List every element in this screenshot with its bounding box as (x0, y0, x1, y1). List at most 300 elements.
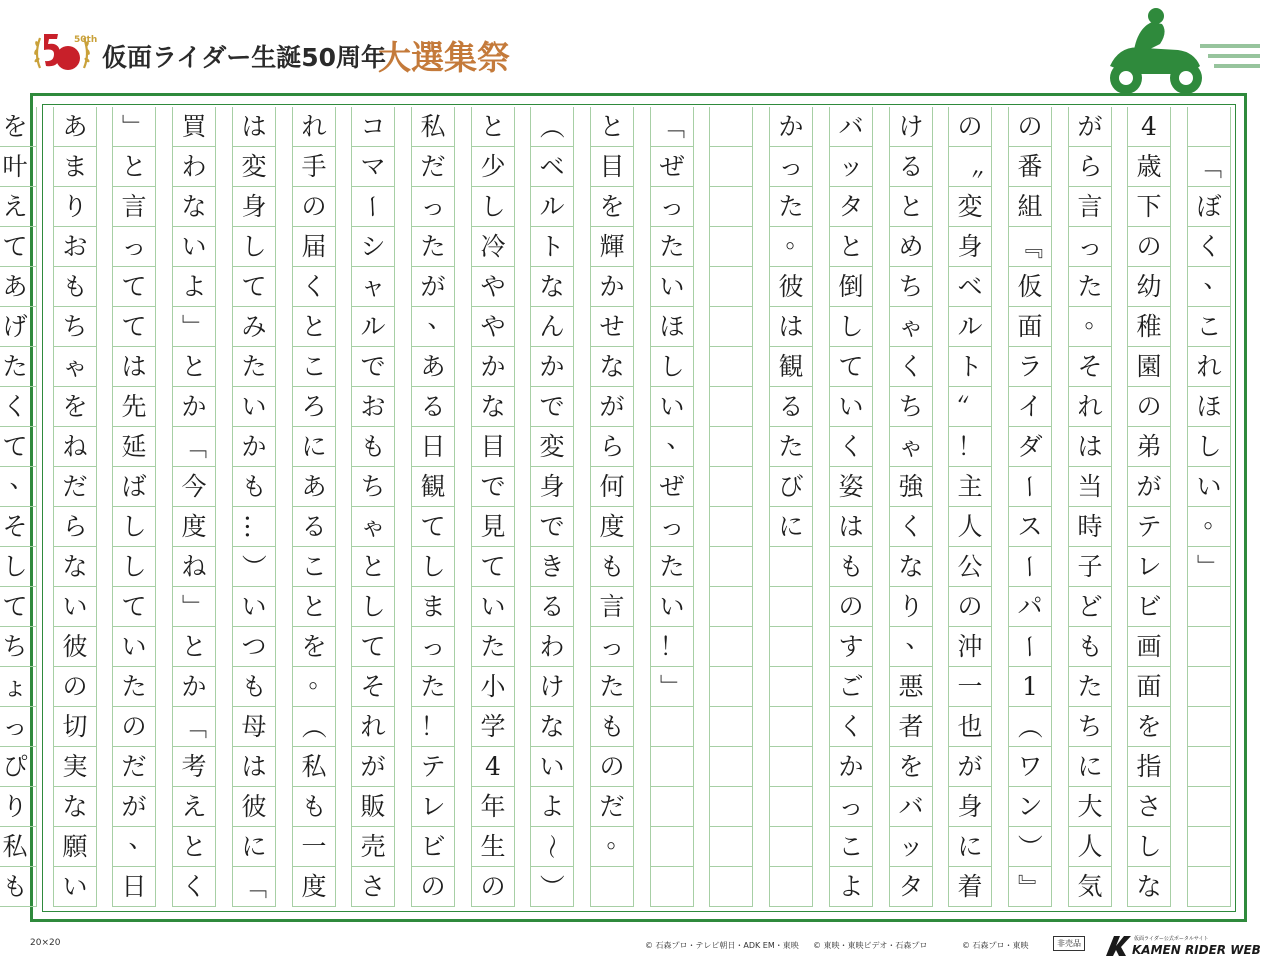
manuscript-cell: い (54, 587, 96, 627)
manuscript-cell: で (352, 347, 394, 387)
manuscript-cell: 彼 (54, 627, 96, 667)
manuscript-column (650, 107, 694, 907)
manuscript-cell: 買 (173, 107, 215, 147)
manuscript-cell: 面 (1128, 667, 1170, 707)
manuscript-cell (710, 467, 752, 507)
manuscript-cell: っ (770, 147, 812, 187)
manuscript-cell: だ (591, 787, 633, 827)
manuscript-cell: 画 (1128, 627, 1170, 667)
manuscript-cell: な (890, 547, 932, 587)
manuscript-cell: あ (0, 267, 36, 307)
manuscript-cell: と (472, 107, 514, 147)
manuscript-cell (1188, 787, 1230, 827)
manuscript-cell: 番 (1009, 147, 1051, 187)
manuscript-cell: わ (173, 147, 215, 187)
manuscript-cell: も (830, 547, 872, 587)
manuscript-cell: よ (173, 267, 215, 307)
manuscript-column (530, 107, 574, 907)
manuscript-cell: 観 (412, 467, 454, 507)
manuscript-cell: え (173, 787, 215, 827)
manuscript-cell: ら (591, 427, 633, 467)
manuscript-cell: ち (890, 387, 932, 427)
manuscript-cell (770, 627, 812, 667)
manuscript-cell (710, 147, 752, 187)
manuscript-cell (770, 867, 812, 907)
manuscript-cell: 実 (54, 747, 96, 787)
manuscript-cell: か (233, 427, 275, 467)
manuscript-cell: の (949, 107, 991, 147)
manuscript-cell: も (1069, 627, 1111, 667)
manuscript-cell: ン (1009, 787, 1051, 827)
manuscript-cell: や (472, 267, 514, 307)
manuscript-cell: を (0, 107, 36, 147)
manuscript-cell: ぼ (1188, 187, 1230, 227)
grid-size-label: 20×20 (30, 938, 61, 948)
manuscript-cell: て (113, 267, 155, 307)
manuscript-column (292, 107, 336, 907)
manuscript-cell: を (54, 387, 96, 427)
manuscript-cell: 先 (113, 387, 155, 427)
manuscript-cell: り (54, 187, 96, 227)
manuscript-cell: な (472, 387, 514, 427)
manuscript-cell: だ (54, 467, 96, 507)
manuscript-cell (651, 827, 693, 867)
manuscript-cell: 変 (949, 187, 991, 227)
svg-text:KAMEN RIDER WEB: KAMEN RIDER WEB (1132, 943, 1261, 957)
manuscript-cell: 大 (1069, 787, 1111, 827)
manuscript-cell: 度 (293, 867, 335, 907)
manuscript-cell: あ (293, 467, 335, 507)
manuscript-cell: か (173, 387, 215, 427)
manuscript-cell: 倒 (830, 267, 872, 307)
manuscript-cell: け (531, 667, 573, 707)
manuscript-cell: を (1128, 707, 1170, 747)
manuscript-cell: い (54, 867, 96, 907)
manuscript-column (0, 107, 37, 907)
manuscript-cell: 少 (472, 147, 514, 187)
manuscript-cell: 考 (173, 747, 215, 787)
manuscript-cell: 下 (1128, 187, 1170, 227)
manuscript-cell: り (890, 587, 932, 627)
manuscript-cell: と (173, 627, 215, 667)
manuscript-cell: つ (233, 627, 275, 667)
manuscript-cell (770, 547, 812, 587)
manuscript-cell (710, 347, 752, 387)
rider-motorcycle-icon (1090, 4, 1266, 100)
manuscript-cell: 冷 (472, 227, 514, 267)
manuscript-cell: ） (233, 547, 275, 587)
manuscript-cell: い (113, 627, 155, 667)
manuscript-cell: く (0, 387, 36, 427)
manuscript-cell: い (233, 587, 275, 627)
manuscript-cell: に (949, 827, 991, 867)
manuscript-cell (591, 867, 633, 907)
manuscript-cell: 気 (1069, 867, 1111, 907)
manuscript-cell: く (293, 267, 335, 307)
manuscript-cell: い (472, 587, 514, 627)
manuscript-cell: も (233, 467, 275, 507)
manuscript-cell: 一 (949, 667, 991, 707)
manuscript-cell (651, 747, 693, 787)
manuscript-cell: 私 (412, 107, 454, 147)
manuscript-cell: 園 (1128, 347, 1170, 387)
manuscript-cell: の (830, 587, 872, 627)
manuscript-cell: し (830, 307, 872, 347)
manuscript-cell: も (233, 667, 275, 707)
manuscript-cell: と (293, 307, 335, 347)
manuscript-cell: ル (531, 187, 573, 227)
manuscript-cell (710, 387, 752, 427)
manuscript-cell: ち (0, 627, 36, 667)
manuscript-cell (1188, 107, 1230, 147)
manuscript-cell: 言 (1069, 187, 1111, 227)
manuscript-cell: と (173, 347, 215, 387)
manuscript-cell (710, 227, 752, 267)
manuscript-cell: ー (1009, 627, 1051, 667)
manuscript-cell: た (113, 667, 155, 707)
manuscript-column (709, 107, 753, 907)
manuscript-cell: ） (1009, 827, 1051, 867)
manuscript-cell: そ (352, 667, 394, 707)
manuscript-cell: ル (352, 307, 394, 347)
manuscript-cell (710, 427, 752, 467)
manuscript-cell (1188, 667, 1230, 707)
manuscript-cell: て (472, 547, 514, 587)
manuscript-cell: て (0, 587, 36, 627)
manuscript-cell: の (949, 587, 991, 627)
manuscript-cell: レ (412, 787, 454, 827)
manuscript-cell: や (472, 307, 514, 347)
manuscript-cell (710, 307, 752, 347)
manuscript-cell: 身 (949, 227, 991, 267)
manuscript-cell: ろ (293, 387, 335, 427)
manuscript-cell: い (830, 387, 872, 427)
manuscript-cell: が (1128, 467, 1170, 507)
manuscript-cell: 当 (1069, 467, 1111, 507)
manuscript-cell: 届 (293, 227, 335, 267)
copyright-credit-3: © 石森プロ・東映 (962, 941, 1029, 950)
manuscript-cell (651, 707, 693, 747)
manuscript-cell (710, 827, 752, 867)
manuscript-column (1068, 107, 1112, 907)
manuscript-cell: 1 (1009, 667, 1051, 707)
manuscript-cell: て (113, 307, 155, 347)
manuscript-cell: ー (1009, 467, 1051, 507)
manuscript-cell: か (770, 107, 812, 147)
manuscript-cell: 〝 (949, 147, 991, 187)
manuscript-cell: ど (1069, 587, 1111, 627)
manuscript-cell: 見 (472, 507, 514, 547)
manuscript-cell: 弟 (1128, 427, 1170, 467)
manuscript-cell: で (531, 507, 573, 547)
manuscript-cell: ト (949, 347, 991, 387)
manuscript-column (411, 107, 455, 907)
manuscript-cell: ～ (531, 827, 573, 867)
manuscript-cell: き (531, 547, 573, 587)
manuscript-cell: ば (113, 467, 155, 507)
manuscript-cell: は (233, 107, 275, 147)
manuscript-cell: こ (293, 347, 335, 387)
manuscript-cell (710, 707, 752, 747)
manuscript-cell: る (770, 387, 812, 427)
manuscript-cell: ゃ (890, 427, 932, 467)
manuscript-cell: あ (54, 107, 96, 147)
manuscript-cell: 彼 (233, 787, 275, 827)
manuscript-cell: 目 (591, 147, 633, 187)
manuscript-cell: け (890, 107, 932, 147)
manuscript-cell: と (113, 147, 155, 187)
manuscript-cell: と (352, 547, 394, 587)
manuscript-cell: し (352, 587, 394, 627)
manuscript-cell: も (293, 787, 335, 827)
manuscript-cell: る (293, 507, 335, 547)
manuscript-cell: 何 (591, 467, 633, 507)
manuscript-cell: 身 (233, 187, 275, 227)
manuscript-cell: こ (830, 827, 872, 867)
manuscript-cell (710, 187, 752, 227)
manuscript-cell: 姿 (830, 467, 872, 507)
manuscript-cell: 」 (173, 587, 215, 627)
manuscript-cell: 目 (472, 427, 514, 467)
manuscript-cell: 、 (1188, 267, 1230, 307)
not-for-sale-badge: 非売品 (1053, 936, 1085, 951)
manuscript-cell: 。 (293, 667, 335, 707)
manuscript-cell: ラ (1009, 347, 1051, 387)
manuscript-cell: た (412, 667, 454, 707)
manuscript-cell: 指 (1128, 747, 1170, 787)
manuscript-cell: ま (54, 147, 96, 187)
manuscript-cell: も (352, 427, 394, 467)
manuscript-cell: イ (1009, 387, 1051, 427)
manuscript-cell: 仮 (1009, 267, 1051, 307)
manuscript-cell: た (770, 187, 812, 227)
manuscript-cell: ー (1009, 547, 1051, 587)
manuscript-cell: ル (949, 307, 991, 347)
manuscript-cell: ぜ (651, 147, 693, 187)
manuscript-cell: 手 (293, 147, 335, 187)
manuscript-cell: 叶 (0, 147, 36, 187)
manuscript-cell: ！ (412, 707, 454, 747)
manuscript-cell: の (293, 187, 335, 227)
manuscript-cell: 歳 (1128, 147, 1170, 187)
manuscript-cell: く (890, 347, 932, 387)
manuscript-cell: （ (293, 707, 335, 747)
manuscript-cell: ね (173, 547, 215, 587)
manuscript-cell: い (1188, 467, 1230, 507)
manuscript-cell: ち (890, 267, 932, 307)
manuscript-cell: 生 (472, 827, 514, 867)
manuscript-cell: と (890, 187, 932, 227)
manuscript-cell: ぴ (0, 747, 36, 787)
manuscript-cell: 「 (173, 707, 215, 747)
manuscript-cell: も (591, 707, 633, 747)
manuscript-cell: 「 (651, 107, 693, 147)
manuscript-cell: ！ (651, 627, 693, 667)
manuscript-cell: 悪 (890, 667, 932, 707)
manuscript-cell: て (352, 627, 394, 667)
manuscript-cell: 変 (531, 427, 573, 467)
manuscript-cell: ま (412, 587, 454, 627)
manuscript-column (829, 107, 873, 907)
manuscript-cell (710, 787, 752, 827)
manuscript-cell: し (651, 347, 693, 387)
manuscript-cell (710, 747, 752, 787)
manuscript-cell: っ (591, 627, 633, 667)
manuscript-cell: 学 (472, 707, 514, 747)
manuscript-cell: 4 (472, 747, 514, 787)
manuscript-column (471, 107, 515, 907)
manuscript-cell: ご (830, 667, 872, 707)
manuscript-cell: ぜ (651, 467, 693, 507)
manuscript-cell: 観 (770, 347, 812, 387)
manuscript-cell: の (54, 667, 96, 707)
manuscript-cell: く (1188, 227, 1230, 267)
manuscript-cell (770, 827, 812, 867)
manuscript-cell: に (233, 827, 275, 867)
manuscript-cell: な (531, 267, 573, 307)
manuscript-cell: の (1009, 107, 1051, 147)
manuscript-cell: シ (352, 227, 394, 267)
manuscript-cell: 願 (54, 827, 96, 867)
manuscript-cell: し (1188, 427, 1230, 467)
manuscript-cell (1188, 627, 1230, 667)
manuscript-cell: が (1069, 107, 1111, 147)
manuscript-cell: げ (0, 307, 36, 347)
manuscript-cell: 私 (0, 827, 36, 867)
manuscript-cell: っ (1069, 227, 1111, 267)
manuscript-cell: 小 (472, 667, 514, 707)
manuscript-cell: 彼 (770, 267, 812, 307)
manuscript-cell (651, 787, 693, 827)
manuscript-cell: ら (1069, 147, 1111, 187)
manuscript-cell: わ (531, 627, 573, 667)
manuscript-column (112, 107, 156, 907)
manuscript-cell: て (233, 267, 275, 307)
manuscript-cell: よ (531, 787, 573, 827)
manuscript-cell: た (233, 347, 275, 387)
manuscript-cell: を (293, 627, 335, 667)
manuscript-cell: る (412, 387, 454, 427)
manuscript-cell: い (651, 387, 693, 427)
manuscript-cell: 販 (352, 787, 394, 827)
manuscript-cell: 売 (352, 827, 394, 867)
manuscript-cell: ッ (890, 827, 932, 867)
manuscript-cell: 稚 (1128, 307, 1170, 347)
manuscript-cell (710, 507, 752, 547)
manuscript-cell: ね (54, 427, 96, 467)
manuscript-cell: っ (412, 187, 454, 227)
manuscript-cell: 」 (173, 307, 215, 347)
manuscript-cell: な (531, 707, 573, 747)
manuscript-cell: ！ (949, 427, 991, 467)
manuscript-column (53, 107, 97, 907)
manuscript-cell: 、 (412, 307, 454, 347)
manuscript-cell: 輝 (591, 227, 633, 267)
svg-text:仮面ライダー公式ポータルサイト: 仮面ライダー公式ポータルサイト (1134, 936, 1209, 942)
manuscript-column (1187, 107, 1231, 907)
manuscript-grid (2, 107, 1231, 907)
manuscript-cell: 日 (113, 867, 155, 907)
manuscript-cell: 面 (1009, 307, 1051, 347)
manuscript-cell: 『 (1009, 227, 1051, 267)
manuscript-cell (710, 667, 752, 707)
manuscript-cell: よ (830, 867, 872, 907)
manuscript-cell: た (1069, 267, 1111, 307)
manuscript-cell: た (651, 547, 693, 587)
manuscript-cell: 私 (293, 747, 335, 787)
manuscript-cell: 〟 (949, 387, 991, 427)
manuscript-cell: そ (0, 507, 36, 547)
manuscript-cell: ょ (0, 667, 36, 707)
manuscript-cell: か (472, 347, 514, 387)
manuscript-cell: が (591, 387, 633, 427)
manuscript-cell: せ (591, 307, 633, 347)
manuscript-cell: ッ (830, 147, 872, 187)
manuscript-cell: さ (352, 867, 394, 907)
manuscript-cell: な (1128, 867, 1170, 907)
header (0, 0, 1280, 92)
manuscript-column (948, 107, 992, 907)
manuscript-cell: 組 (1009, 187, 1051, 227)
manuscript-cell: 身 (949, 787, 991, 827)
manuscript-cell: ち (1069, 707, 1111, 747)
manuscript-cell: 主 (949, 467, 991, 507)
manuscript-cell (710, 587, 752, 627)
copyright-credit-1: © 石森プロ・テレビ朝日・ADK EM・東映 (645, 941, 799, 950)
manuscript-cell: っ (412, 627, 454, 667)
manuscript-cell: 、 (113, 827, 155, 867)
manuscript-cell: い (173, 227, 215, 267)
manuscript-cell: で (531, 387, 573, 427)
manuscript-cell: た (0, 347, 36, 387)
manuscript-cell: さ (1128, 787, 1170, 827)
manuscript-cell: バ (830, 107, 872, 147)
manuscript-cell: 度 (173, 507, 215, 547)
manuscript-cell: な (54, 787, 96, 827)
manuscript-cell: く (830, 427, 872, 467)
manuscript-cell: て (113, 587, 155, 627)
manuscript-cell: 者 (890, 707, 932, 747)
manuscript-cell: め (890, 227, 932, 267)
manuscript-cell: い (531, 747, 573, 787)
manuscript-cell (1188, 707, 1230, 747)
manuscript-cell: だ (412, 147, 454, 187)
manuscript-cell: タ (890, 867, 932, 907)
manuscript-cell: く (830, 707, 872, 747)
manuscript-cell: な (591, 347, 633, 387)
manuscript-cell: と (293, 587, 335, 627)
manuscript-cell: だ (113, 747, 155, 787)
manuscript-cell (710, 267, 752, 307)
manuscript-cell: た (591, 667, 633, 707)
manuscript-cell: た (472, 627, 514, 667)
manuscript-cell: こ (1188, 307, 1230, 347)
manuscript-cell: っ (113, 227, 155, 267)
manuscript-cell (710, 107, 752, 147)
manuscript-cell: を (890, 747, 932, 787)
manuscript-cell: ほ (651, 307, 693, 347)
manuscript-cell: も (54, 267, 96, 307)
manuscript-cell: 、 (890, 627, 932, 667)
footer (0, 930, 1280, 968)
manuscript-cell: な (173, 187, 215, 227)
manuscript-cell: れ (1188, 347, 1230, 387)
manuscript-cell: 年 (472, 787, 514, 827)
manuscript-cell: が (352, 747, 394, 787)
manuscript-cell: 一 (293, 827, 335, 867)
manuscript-cell: た (770, 427, 812, 467)
manuscript-cell: 、 (651, 427, 693, 467)
